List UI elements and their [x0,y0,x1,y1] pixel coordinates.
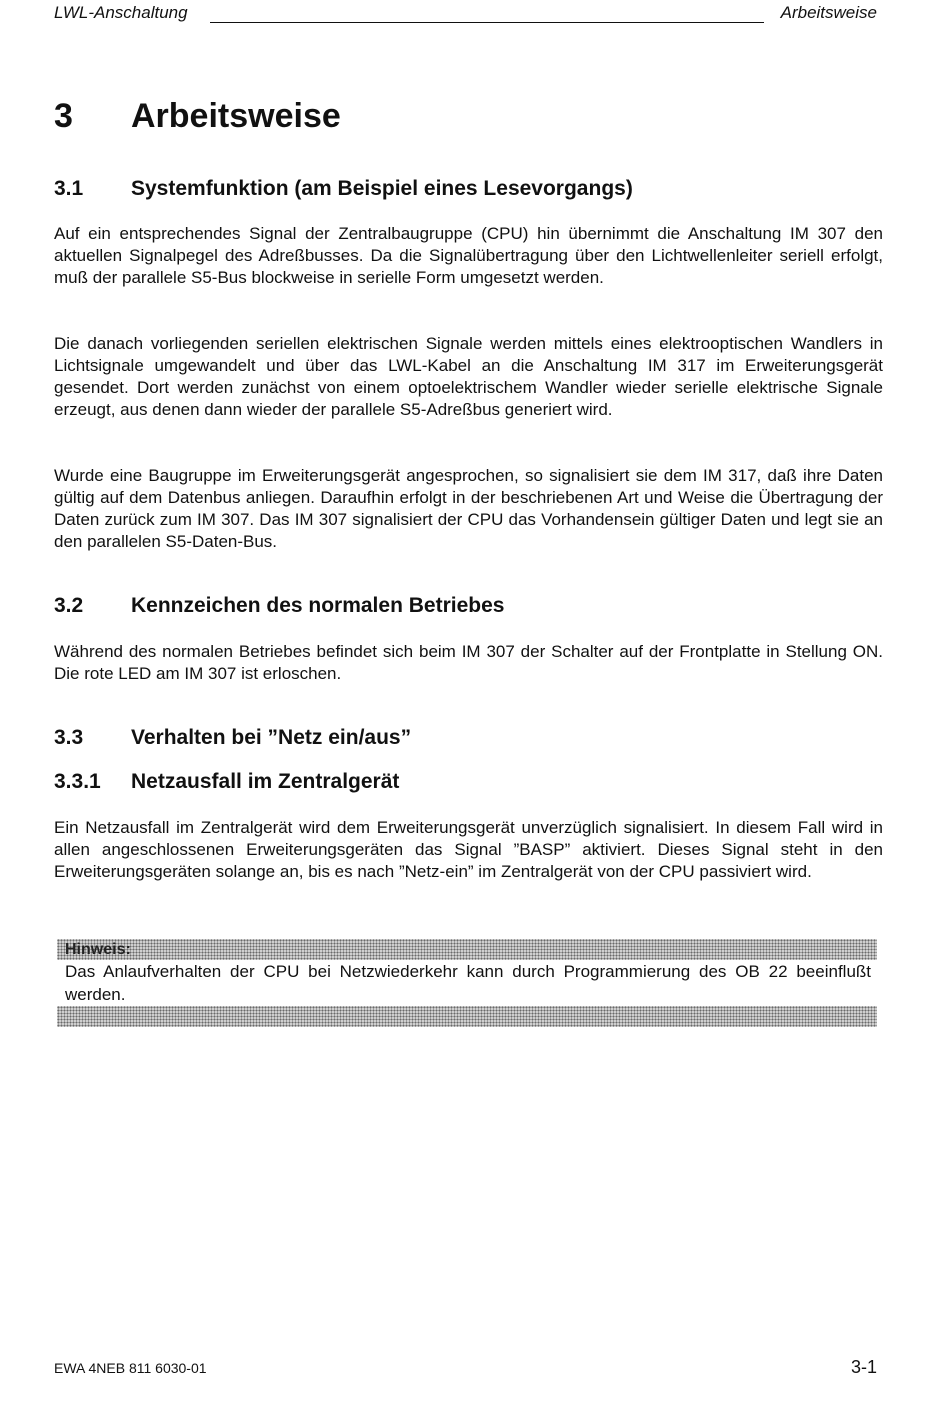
chapter-number: 3 [54,97,73,135]
chapter-title: Arbeitsweise [131,97,341,135]
section-heading-3-1 [54,175,633,203]
hint-text: Das Anlaufverhalten der CPU bei Netzwiederkehr kann durch Programmierung des OB 22 beeinflußt werden. [65,962,871,1004]
hint-box [57,939,877,1027]
hint-bottom-band [57,1006,877,1027]
section-number: 3.3.1 [54,770,101,793]
footer-doc-id: EWA 4NEB 811 6030-01 [54,1360,207,1376]
header-left-title: LWL-Anschaltung [54,3,188,22]
hint-top-band [57,939,877,960]
section-title: Netzausfall im Zentralgerät [131,770,400,793]
section-title: Systemfunktion (am Beispiel eines Lesevorgangs) [131,177,633,200]
section-number: 3.2 [54,594,84,617]
section-heading-3-3-1 [54,768,399,796]
section-title: Verhalten bei ”Netz ein/aus” [131,726,412,749]
header-right-title: Arbeitsweise [780,3,877,22]
section-heading-3-3 [54,724,411,752]
running-header [54,2,877,24]
paragraph: Wurde eine Baugruppe im Erweiterungsgerät angesprochen, so signalisiert sie dem IM 317, daß ihre Daten gültig auf dem Datenbus anliegen. Daraufhin erfolgt in der beschriebenen Art und Weise die Übertragung der Daten zurück zum IM 307. Das IM 307 signalisiert der CPU das Vorhandensein gültiger Daten und legt sie an den parallelen S5-Daten-Bus. [54,466,883,551]
section-number: 3.3 [54,726,84,749]
section-heading-3-2 [54,592,504,620]
chapter-heading [54,94,341,138]
page-number: 3-1 [850,1357,877,1377]
paragraph: Auf ein entsprechendes Signal der Zentralbaugruppe (CPU) hin übernimmt die Anschaltung IM 307 den aktuellen Signalpegel des Adreßbusses. Da die Signalübertragung über den Lichtwellenleiter seriell erfolgt, muß der parallele S5-Bus blockweise in serielle Form umgesetzt werden. [54,224,883,287]
paragraph: Die danach vorliegenden seriellen elektrischen Signale werden mittels eines elektrooptischen Wandlers in Lichtsignale umgewandelt und über das LWL-Kabel an die Anschaltung IM 317 im Erweiterungsgerät gesendet. Dort werden zunächst von einem optoelektrischem Wandler wieder serielle elektrische Signale erzeugt, aus denen dann wieder der parallele S5-Adreßbus generiert wird. [54,334,883,419]
header-rule [210,22,764,23]
section-number: 3.1 [54,177,84,200]
paragraph: Während des normalen Betriebes befindet sich beim IM 307 der Schalter auf der Frontplatte in Stellung ON. Die rote LED am IM 307 ist erloschen. [54,642,883,683]
section-title: Kennzeichen des normalen Betriebes [131,594,505,617]
paragraph: Ein Netzausfall im Zentralgerät wird dem Erweiterungsgerät unverzüglich signalisiert. In diesem Fall wird in allen angeschlossenen Erweiterungsgeräten das Signal ”BASP” aktiviert. Dieses Signal steht in den Erweiterungsgeräten solange an, bis es nach ”Netz-ein” im Zentralgerät von der CPU passiviert wird. [54,818,883,881]
hint-title: Hinweis: [65,941,131,958]
